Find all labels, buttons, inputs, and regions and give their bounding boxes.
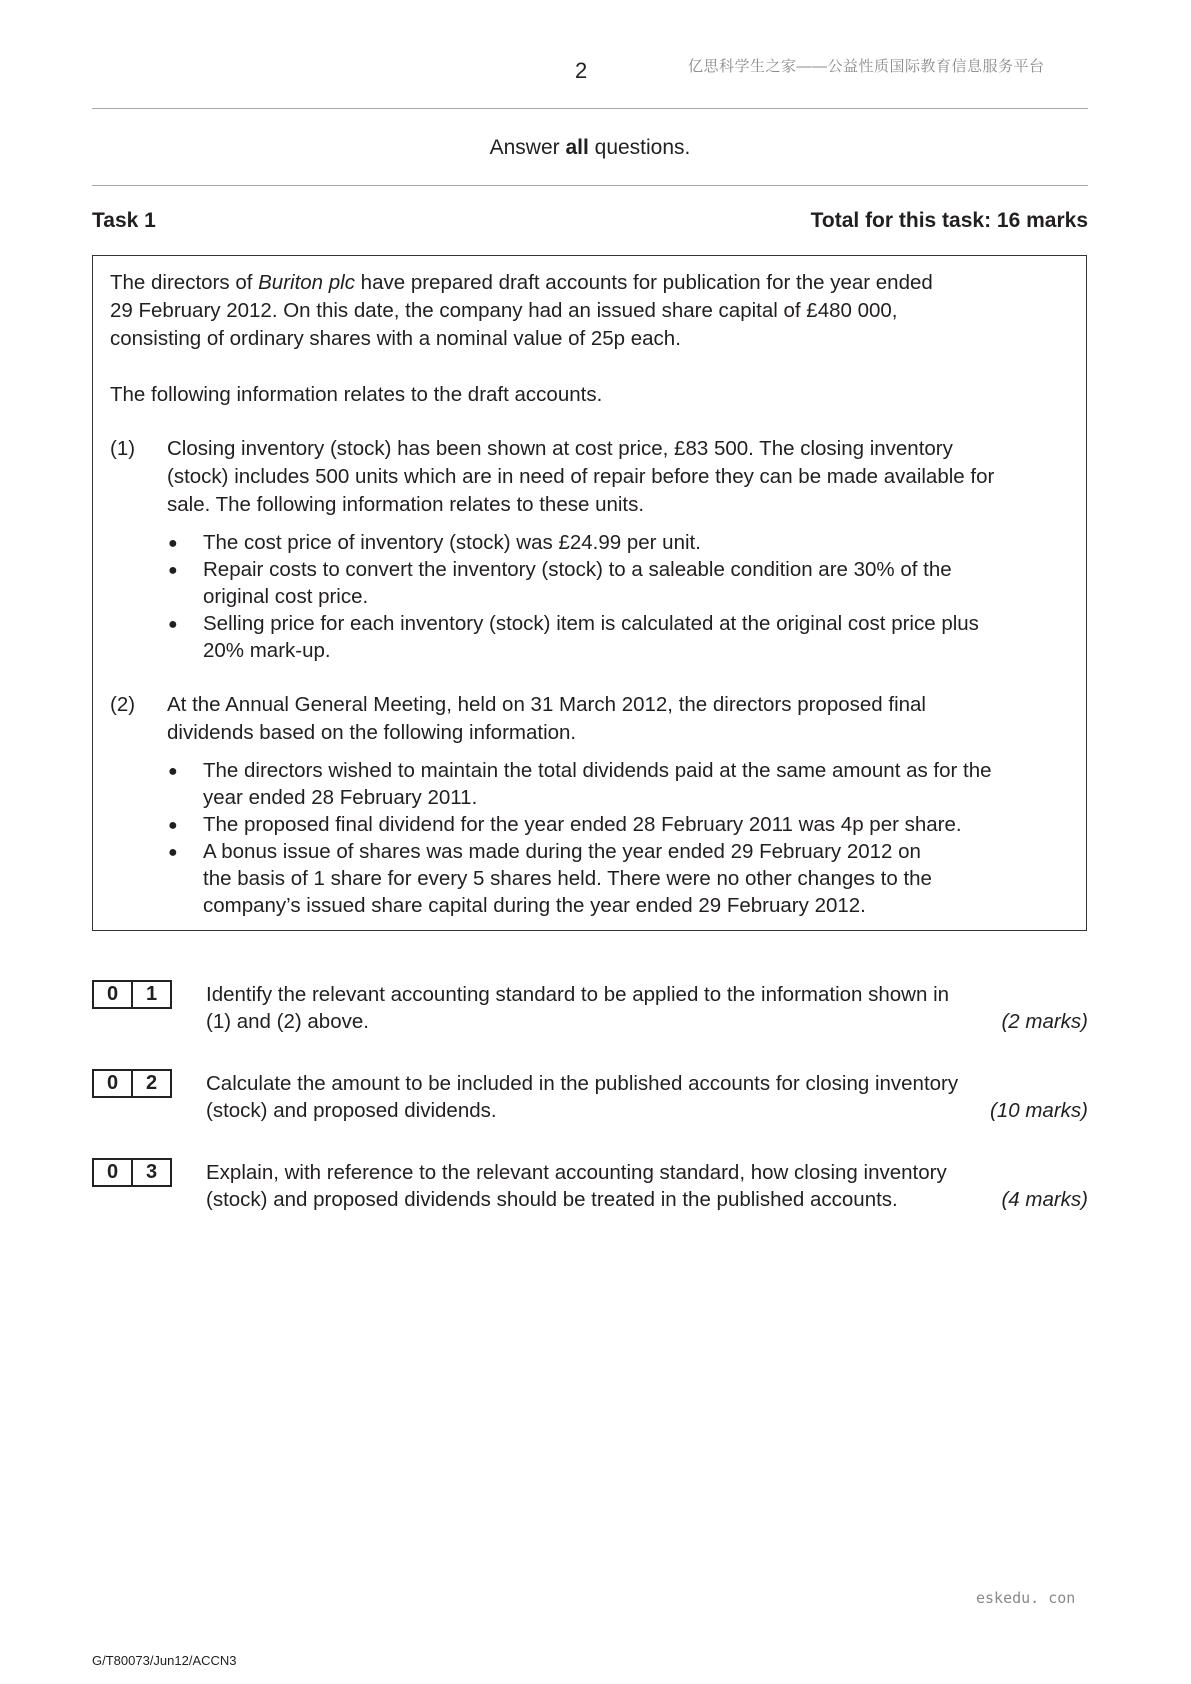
question-3-marks: (4 marks)	[1001, 1188, 1088, 1211]
intro-line-3: consisting of ordinary shares with a nominal value of 25p each.	[110, 327, 681, 350]
point-1-bullet-2-cont: original cost price.	[203, 585, 369, 608]
point-2-bullet-3: A bonus issue of shares was made during the year ended 29 February 2012 on	[203, 840, 921, 863]
question-digit: 1	[131, 982, 170, 1007]
intro-line-1	[110, 273, 933, 294]
header-watermark: 亿思科学生之家——公益性质国际教育信息服务平台	[688, 58, 1045, 75]
intro-line-4: The following information relates to the draft accounts.	[110, 383, 603, 406]
point-2-bullet-1-cont: year ended 28 February 2011.	[203, 786, 478, 809]
question-1-marks: (2 marks)	[1001, 1010, 1088, 1033]
information-box	[92, 255, 1087, 931]
question-digit: 0	[106, 1072, 119, 1094]
question-digit: 0	[106, 1161, 119, 1183]
footer-watermark: eskedu. con	[976, 1589, 1076, 1607]
question-1-text: (1) and (2) above.	[206, 1010, 369, 1033]
question-3-text: Explain, with reference to the relevant accounting standard, how closing inventory	[206, 1161, 947, 1184]
bullet-icon: ●	[168, 817, 178, 834]
instruction-bold: all	[565, 136, 589, 159]
point-1-line: Closing inventory (stock) has been shown at cost price, £83 500. The closing inventory	[167, 437, 953, 460]
question-digit: 0	[106, 983, 119, 1005]
question-3-text: (stock) and proposed dividends should be treated in the published accounts.	[206, 1188, 898, 1211]
instruction	[92, 136, 1088, 160]
point-2-bullet-3-cont: company’s issued share capital during the year ended 29 February 2012.	[203, 894, 866, 917]
paper-code: G/T80073/Jun12/ACCN3	[92, 1653, 237, 1668]
point-2-bullet-2: The proposed final dividend for the year ended 28 February 2011 was 4p per share.	[203, 813, 962, 836]
point-1-bullet-2: Repair costs to convert the inventory (stock) to a saleable condition are 30% of the	[203, 558, 952, 581]
question-2-marks: (10 marks)	[990, 1099, 1088, 1122]
point-2-bullet-1: The directors wished to maintain the total dividends paid at the same amount as for the	[203, 759, 992, 782]
point-1-bullet-3: Selling price for each inventory (stock) item is calculated at the original cost price plus	[203, 612, 979, 635]
bullet-icon: ●	[168, 616, 178, 633]
point-1-bullet-1: The cost price of inventory (stock) was £24.99 per unit.	[203, 531, 701, 554]
point-2-bullet-3-cont: the basis of 1 share for every 5 shares held. There were no other changes to the	[203, 867, 932, 890]
point-1-line: sale. The following information relates to these units.	[167, 493, 645, 516]
intro-line-1-end: have prepared draft accounts for publication for the year ended	[354, 271, 933, 294]
point-1-number: (1)	[110, 437, 136, 460]
question-number-box	[92, 980, 172, 1009]
point-2-line: At the Annual General Meeting, held on 31 March 2012, the directors proposed final	[167, 693, 926, 716]
bullet-icon: ●	[168, 763, 178, 780]
instruction-prefix: Answer	[489, 136, 566, 159]
divider-bottom	[92, 185, 1088, 186]
divider-top	[92, 108, 1088, 109]
page-number: 2	[575, 58, 588, 83]
task-title: Task 1	[92, 209, 156, 232]
intro-line-1-start: The directors of	[110, 271, 259, 294]
question-digit: 3	[131, 1160, 170, 1185]
question-digit: 2	[131, 1071, 170, 1096]
point-2-line: dividends based on the following information.	[167, 721, 577, 744]
task-total: Total for this task: 16 marks	[810, 209, 1088, 232]
bullet-icon: ●	[168, 562, 178, 579]
instruction-suffix: questions.	[588, 136, 691, 159]
bullet-icon: ●	[168, 844, 178, 861]
question-number-box	[92, 1158, 172, 1187]
company-name: Buriton plc	[258, 271, 355, 294]
question-2-text: Calculate the amount to be included in the published accounts for closing inventory	[206, 1072, 959, 1095]
intro-line-2: 29 February 2012. On this date, the company had an issued share capital of £480 000,	[110, 299, 898, 322]
question-number-box	[92, 1069, 172, 1098]
point-1-line: (stock) includes 500 units which are in need of repair before they can be made available for	[167, 465, 995, 488]
bullet-icon: ●	[168, 535, 178, 552]
question-1-text: Identify the relevant accounting standard to be applied to the information shown in	[206, 983, 950, 1006]
point-1-bullet-3-cont: 20% mark-up.	[203, 639, 331, 662]
question-2-text: (stock) and proposed dividends.	[206, 1099, 497, 1122]
point-2-number: (2)	[110, 693, 136, 716]
